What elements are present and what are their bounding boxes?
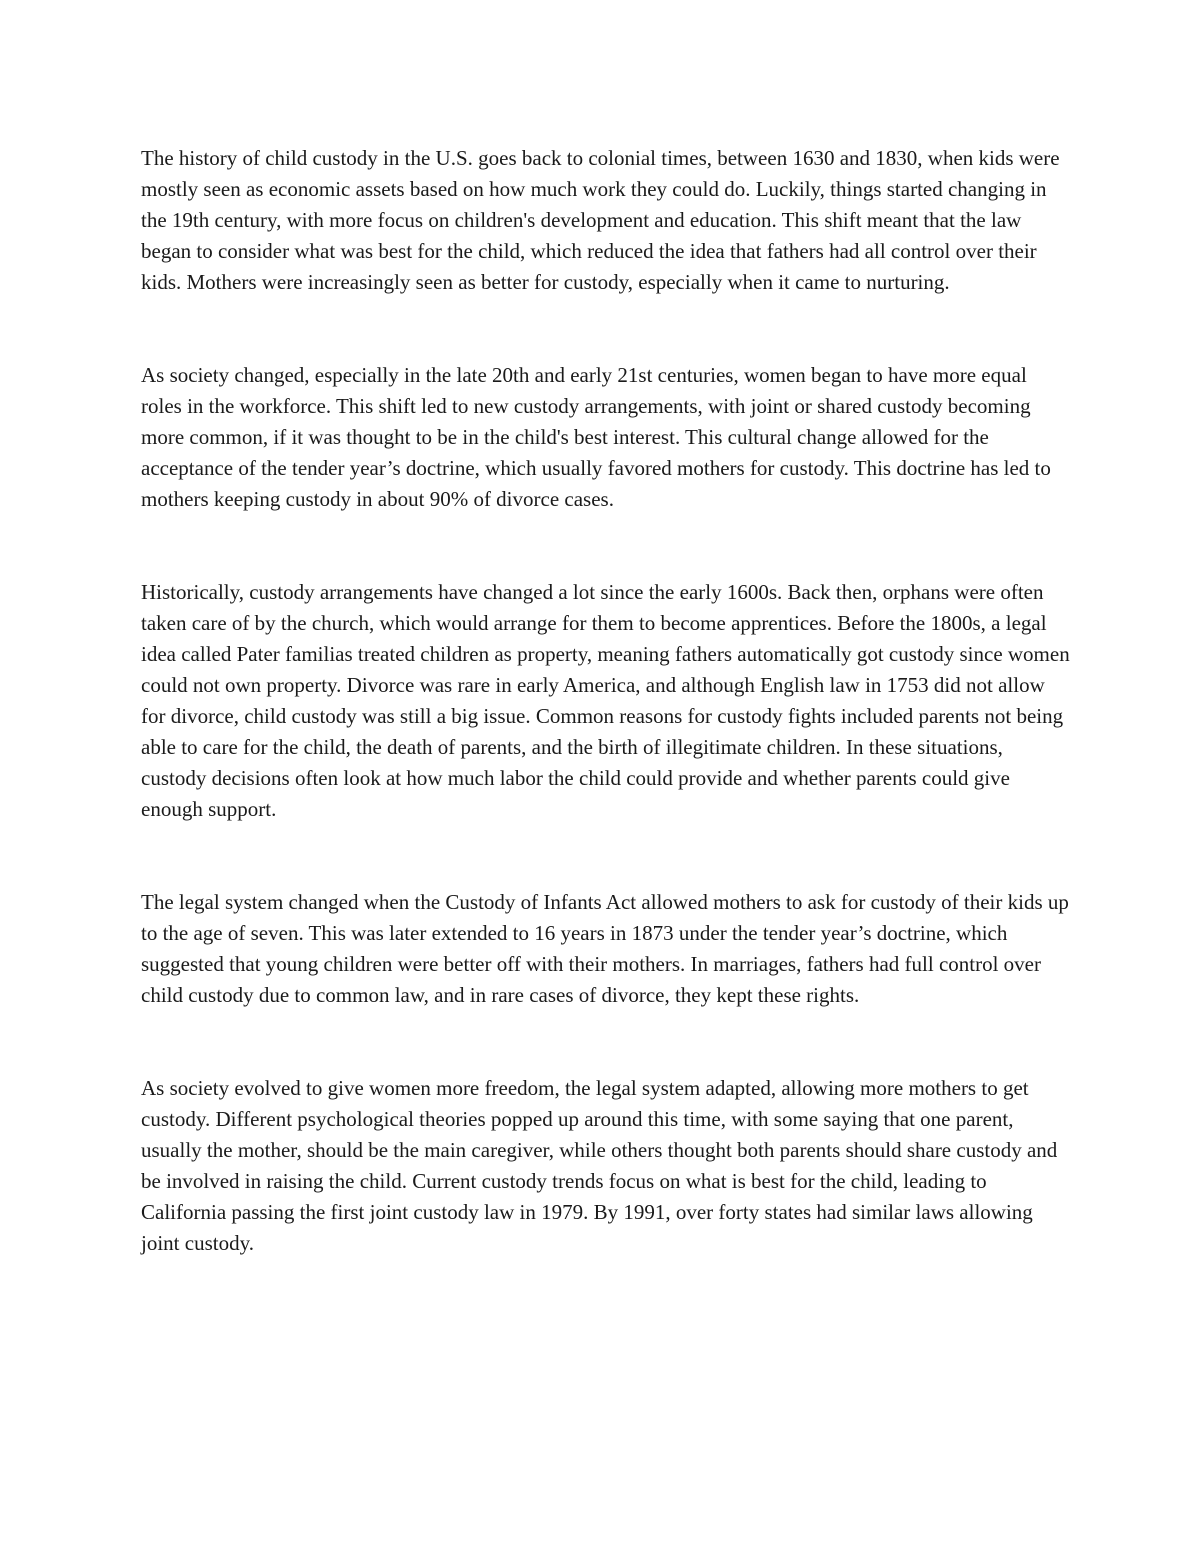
paragraph-1: The history of child custody in the U.S. goes back to colonial times, between 1630 and 1830, when kids were mostly seen as economic assets based on how much work they could do. Luckily, things started changing in the 19th century, with more focus on children's development and education. This shift meant that the law began to consider what was best for the child, which reduced the idea that fathers had all control over their kids. Mothers were increasingly seen as better for custody, especially when it came to nurturing. bbox=[141, 146, 1060, 294]
paragraph-4: The legal system changed when the Custody of Infants Act allowed mothers to ask for custody of their kids up to the age of seven. This was later extended to 16 years in 1873 under the tender year’s doctrine, which suggested that young children were better off with their mothers. In marriages, fathers had full control over child custody due to common law, and in rare cases of divorce, they kept these rights. bbox=[141, 890, 1069, 1007]
paragraph-3: Historically, custody arrangements have changed a lot since the early 1600s. Back then, orphans were often taken care of by the church, which would arrange for them to become apprentices. Before the 1800s, a legal idea called Pater familias treated children as property, meaning fathers automatically got custody since women could not own property. Divorce was rare in early America, and although English law in 1753 did not allow for divorce, child custody was still a big issue. Common reasons for custody fights included parents not being able to care for the child, the death of parents, and the birth of illegitimate children. In these situations, custody decisions often look at how much labor the child could provide and whether parents could give enough support. bbox=[141, 580, 1070, 821]
paragraph-5: As society evolved to give women more freedom, the legal system adapted, allowing more mothers to get custody. Different psychological theories popped up around this time, with some saying that one parent, usually the mother, should be the main caregiver, while others thought both parents should share custody and be involved in raising the child. Current custody trends focus on what is best for the child, leading to California passing the first joint custody law in 1979. By 1991, over forty states had similar laws allowing joint custody. bbox=[141, 1076, 1058, 1255]
paragraph-2: As society changed, especially in the late 20th and early 21st centuries, women began to have more equal roles in the workforce. This shift led to new custody arrangements, with joint or shared custody becoming more common, if it was thought to be in the child's best interest. This cultural change allowed for the acceptance of the tender year’s doctrine, which usually favored mothers for custody. This doctrine has led to mothers keeping custody in about 90% of divorce cases. bbox=[141, 363, 1051, 511]
